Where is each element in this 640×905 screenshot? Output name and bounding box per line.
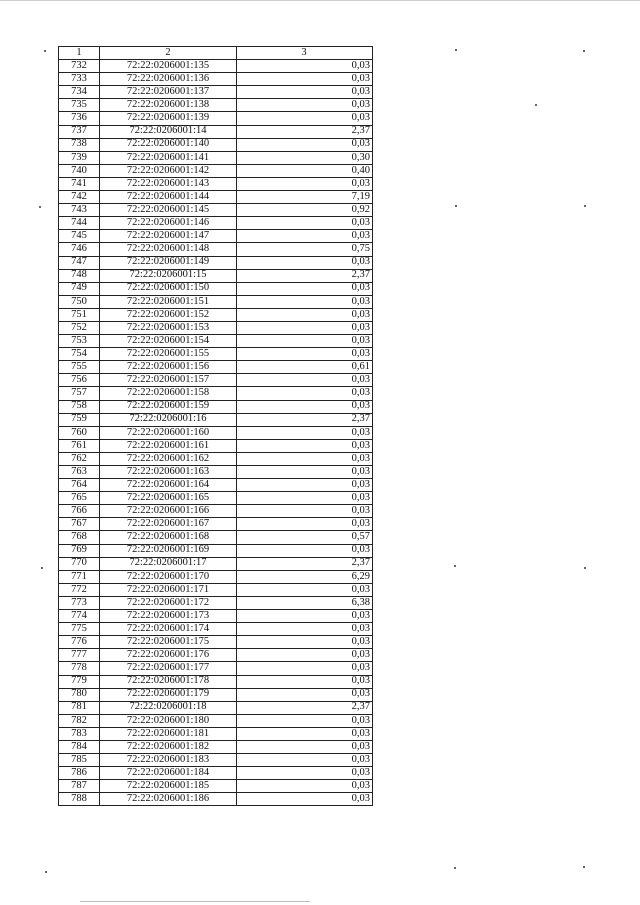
table-row [59, 321, 373, 334]
value-cell: 0,03 [237, 230, 373, 243]
row-number-cell: 749 [59, 282, 100, 295]
value-cell: 0,03 [237, 583, 373, 596]
column-header-value: 3 [237, 47, 373, 60]
table-row [59, 780, 373, 793]
table-row [59, 570, 373, 583]
table-row [59, 754, 373, 767]
cadastral-number-cell: 72:22:0206001:149 [100, 256, 237, 269]
table-row [59, 177, 373, 190]
table-row [59, 557, 373, 570]
table-row [59, 387, 373, 400]
scan-speck [583, 866, 585, 868]
row-number-cell: 786 [59, 767, 100, 780]
row-number-cell: 733 [59, 73, 100, 86]
table-row [59, 164, 373, 177]
table-row [59, 361, 373, 374]
row-number-cell: 769 [59, 544, 100, 557]
value-cell: 0,03 [237, 610, 373, 623]
table-row [59, 727, 373, 740]
cadastral-number-cell: 72:22:0206001:162 [100, 452, 237, 465]
row-number-cell: 740 [59, 164, 100, 177]
cadastral-number-cell: 72:22:0206001:165 [100, 492, 237, 505]
value-cell: 0,03 [237, 727, 373, 740]
value-cell: 0,03 [237, 99, 373, 112]
scan-speck [41, 567, 43, 569]
table-row [59, 151, 373, 164]
column-header-number: 1 [59, 47, 100, 60]
table-row [59, 610, 373, 623]
cadastral-number-cell: 72:22:0206001:180 [100, 714, 237, 727]
row-number-cell: 781 [59, 701, 100, 714]
row-number-cell: 782 [59, 714, 100, 727]
value-cell: 0,03 [237, 308, 373, 321]
cadastral-number-cell: 72:22:0206001:156 [100, 361, 237, 374]
row-number-cell: 756 [59, 374, 100, 387]
value-cell: 0,03 [237, 740, 373, 753]
value-cell: 0,03 [237, 439, 373, 452]
row-number-cell: 774 [59, 610, 100, 623]
row-number-cell: 772 [59, 583, 100, 596]
row-number-cell: 764 [59, 479, 100, 492]
value-cell: 0,03 [237, 217, 373, 230]
table-row [59, 99, 373, 112]
table-row [59, 466, 373, 479]
row-number-cell: 779 [59, 675, 100, 688]
value-cell: 0,03 [237, 662, 373, 675]
table-row [59, 623, 373, 636]
row-number-cell: 766 [59, 505, 100, 518]
table-row [59, 636, 373, 649]
table-row [59, 60, 373, 73]
cadastral-number-cell: 72:22:0206001:152 [100, 308, 237, 321]
cadastral-number-cell: 72:22:0206001:170 [100, 570, 237, 583]
value-cell: 2,37 [237, 413, 373, 426]
cadastral-number-cell: 72:22:0206001:183 [100, 754, 237, 767]
value-cell: 0,92 [237, 204, 373, 217]
value-cell: 6,38 [237, 596, 373, 609]
value-cell: 0,03 [237, 754, 373, 767]
scan-speck [45, 871, 47, 873]
value-cell: 0,03 [237, 492, 373, 505]
row-number-cell: 761 [59, 439, 100, 452]
table-row [59, 295, 373, 308]
value-cell: 0,03 [237, 479, 373, 492]
table-row [59, 505, 373, 518]
row-number-cell: 752 [59, 321, 100, 334]
value-cell: 0,03 [237, 348, 373, 361]
cadastral-number-cell: 72:22:0206001:172 [100, 596, 237, 609]
row-number-cell: 745 [59, 230, 100, 243]
cadastral-number-cell: 72:22:0206001:174 [100, 623, 237, 636]
table-row [59, 243, 373, 256]
cadastral-number-cell: 72:22:0206001:171 [100, 583, 237, 596]
column-header-cadastral: 2 [100, 47, 237, 60]
table-row [59, 217, 373, 230]
row-number-cell: 732 [59, 60, 100, 73]
row-number-cell: 747 [59, 256, 100, 269]
value-cell: 0,03 [237, 387, 373, 400]
value-cell: 0,03 [237, 400, 373, 413]
cadastral-number-cell: 72:22:0206001:146 [100, 217, 237, 230]
row-number-cell: 759 [59, 413, 100, 426]
cadastral-number-cell: 72:22:0206001:163 [100, 466, 237, 479]
row-number-cell: 780 [59, 688, 100, 701]
table-row [59, 492, 373, 505]
cadastral-number-cell: 72:22:0206001:148 [100, 243, 237, 256]
value-cell: 0,03 [237, 335, 373, 348]
value-cell: 0,03 [237, 321, 373, 334]
table-row [59, 269, 373, 282]
value-cell: 0,03 [237, 374, 373, 387]
table-row [59, 688, 373, 701]
cadastral-number-cell: 72:22:0206001:137 [100, 86, 237, 99]
cadastral-number-cell: 72:22:0206001:15 [100, 269, 237, 282]
table-row [59, 518, 373, 531]
table-body [59, 60, 373, 806]
row-number-cell: 777 [59, 649, 100, 662]
table-row [59, 740, 373, 753]
value-cell: 0,03 [237, 256, 373, 269]
row-number-cell: 753 [59, 335, 100, 348]
cadastral-number-cell: 72:22:0206001:143 [100, 177, 237, 190]
value-cell: 0,03 [237, 623, 373, 636]
cadastral-number-cell: 72:22:0206001:153 [100, 321, 237, 334]
row-number-cell: 762 [59, 452, 100, 465]
row-number-cell: 742 [59, 191, 100, 204]
row-number-cell: 773 [59, 596, 100, 609]
value-cell: 0,03 [237, 177, 373, 190]
row-number-cell: 767 [59, 518, 100, 531]
cadastral-number-cell: 72:22:0206001:166 [100, 505, 237, 518]
cadastral-number-cell: 72:22:0206001:181 [100, 727, 237, 740]
row-number-cell: 787 [59, 780, 100, 793]
row-number-cell: 785 [59, 754, 100, 767]
value-cell: 0,03 [237, 518, 373, 531]
cadastral-number-cell: 72:22:0206001:157 [100, 374, 237, 387]
row-number-cell: 765 [59, 492, 100, 505]
row-number-cell: 776 [59, 636, 100, 649]
table-row [59, 662, 373, 675]
value-cell: 0,03 [237, 636, 373, 649]
cadastral-number-cell: 72:22:0206001:178 [100, 675, 237, 688]
parcel-table [58, 46, 373, 806]
row-number-cell: 751 [59, 308, 100, 321]
table-row [59, 649, 373, 662]
value-cell: 0,61 [237, 361, 373, 374]
row-number-cell: 778 [59, 662, 100, 675]
row-number-cell: 775 [59, 623, 100, 636]
table-row [59, 793, 373, 806]
cadastral-number-cell: 72:22:0206001:160 [100, 426, 237, 439]
table-row [59, 374, 373, 387]
table-row [59, 596, 373, 609]
value-cell: 0,03 [237, 767, 373, 780]
value-cell: 0,03 [237, 295, 373, 308]
table-row [59, 348, 373, 361]
value-cell: 0,03 [237, 649, 373, 662]
value-cell: 2,37 [237, 125, 373, 138]
value-cell: 0,03 [237, 73, 373, 86]
cadastral-number-cell: 72:22:0206001:150 [100, 282, 237, 295]
row-number-cell: 736 [59, 112, 100, 125]
value-cell: 2,37 [237, 269, 373, 282]
cadastral-number-cell: 72:22:0206001:167 [100, 518, 237, 531]
value-cell: 0,03 [237, 505, 373, 518]
cadastral-number-cell: 72:22:0206001:135 [100, 60, 237, 73]
cadastral-number-cell: 72:22:0206001:159 [100, 400, 237, 413]
table-row [59, 308, 373, 321]
row-number-cell: 758 [59, 400, 100, 413]
row-number-cell: 735 [59, 99, 100, 112]
scan-speck [454, 565, 456, 567]
table-row [59, 335, 373, 348]
table-row [59, 138, 373, 151]
cadastral-number-cell: 72:22:0206001:16 [100, 413, 237, 426]
table-row [59, 125, 373, 138]
value-cell: 7,19 [237, 191, 373, 204]
table-row [59, 583, 373, 596]
value-cell: 0,30 [237, 151, 373, 164]
value-cell: 0,40 [237, 164, 373, 177]
cadastral-number-cell: 72:22:0206001:182 [100, 740, 237, 753]
table-row [59, 531, 373, 544]
cadastral-number-cell: 72:22:0206001:179 [100, 688, 237, 701]
scan-top-edge [0, 0, 640, 1]
row-number-cell: 784 [59, 740, 100, 753]
scan-speck [39, 206, 41, 208]
table-row [59, 714, 373, 727]
row-number-cell: 760 [59, 426, 100, 439]
table-row [59, 439, 373, 452]
cadastral-number-cell: 72:22:0206001:17 [100, 557, 237, 570]
cadastral-number-cell: 72:22:0206001:144 [100, 191, 237, 204]
row-number-cell: 750 [59, 295, 100, 308]
value-cell: 0,03 [237, 138, 373, 151]
row-number-cell: 734 [59, 86, 100, 99]
row-number-cell: 738 [59, 138, 100, 151]
cadastral-number-cell: 72:22:0206001:145 [100, 204, 237, 217]
row-number-cell: 755 [59, 361, 100, 374]
scan-speck [455, 49, 457, 51]
table-row [59, 73, 373, 86]
value-cell: 0,75 [237, 243, 373, 256]
row-number-cell: 788 [59, 793, 100, 806]
scan-speck [455, 205, 457, 207]
value-cell: 0,03 [237, 688, 373, 701]
row-number-cell: 768 [59, 531, 100, 544]
table-row [59, 204, 373, 217]
scan-speck [454, 867, 456, 869]
cadastral-number-cell: 72:22:0206001:141 [100, 151, 237, 164]
table-row [59, 675, 373, 688]
row-number-cell: 746 [59, 243, 100, 256]
table-row [59, 452, 373, 465]
table-row [59, 413, 373, 426]
cadastral-number-cell: 72:22:0206001:176 [100, 649, 237, 662]
table-row [59, 544, 373, 557]
row-number-cell: 757 [59, 387, 100, 400]
scan-speck [44, 50, 46, 52]
value-cell: 0,03 [237, 112, 373, 125]
scan-speck [584, 567, 586, 569]
value-cell: 0,03 [237, 714, 373, 727]
value-cell: 0,03 [237, 466, 373, 479]
value-cell: 6,29 [237, 570, 373, 583]
cadastral-number-cell: 72:22:0206001:161 [100, 439, 237, 452]
cadastral-number-cell: 72:22:0206001:186 [100, 793, 237, 806]
row-number-cell: 741 [59, 177, 100, 190]
row-number-cell: 783 [59, 727, 100, 740]
row-number-cell: 743 [59, 204, 100, 217]
value-cell: 0,03 [237, 544, 373, 557]
value-cell: 0,03 [237, 60, 373, 73]
row-number-cell: 737 [59, 125, 100, 138]
value-cell: 0,03 [237, 675, 373, 688]
table-row [59, 767, 373, 780]
cadastral-number-cell: 72:22:0206001:175 [100, 636, 237, 649]
cadastral-number-cell: 72:22:0206001:169 [100, 544, 237, 557]
cadastral-number-cell: 72:22:0206001:18 [100, 701, 237, 714]
cadastral-number-cell: 72:22:0206001:168 [100, 531, 237, 544]
value-cell: 0,03 [237, 452, 373, 465]
table-row [59, 230, 373, 243]
cadastral-number-cell: 72:22:0206001:14 [100, 125, 237, 138]
cadastral-number-cell: 72:22:0206001:164 [100, 479, 237, 492]
value-cell: 0,03 [237, 793, 373, 806]
table-row [59, 479, 373, 492]
table-header-row [59, 47, 373, 60]
row-number-cell: 748 [59, 269, 100, 282]
cadastral-number-cell: 72:22:0206001:142 [100, 164, 237, 177]
value-cell: 2,37 [237, 557, 373, 570]
cadastral-number-cell: 72:22:0206001:184 [100, 767, 237, 780]
cadastral-number-cell: 72:22:0206001:158 [100, 387, 237, 400]
table-row [59, 112, 373, 125]
cadastral-number-cell: 72:22:0206001:147 [100, 230, 237, 243]
row-number-cell: 754 [59, 348, 100, 361]
cadastral-number-cell: 72:22:0206001:154 [100, 335, 237, 348]
row-number-cell: 771 [59, 570, 100, 583]
value-cell: 0,03 [237, 426, 373, 439]
row-number-cell: 744 [59, 217, 100, 230]
cadastral-number-cell: 72:22:0206001:185 [100, 780, 237, 793]
cadastral-number-cell: 72:22:0206001:151 [100, 295, 237, 308]
scan-speck [584, 205, 586, 207]
table-row [59, 256, 373, 269]
scan-bottom-edge [80, 901, 310, 902]
cadastral-number-cell: 72:22:0206001:155 [100, 348, 237, 361]
table-row [59, 426, 373, 439]
table-row [59, 191, 373, 204]
cadastral-number-cell: 72:22:0206001:136 [100, 73, 237, 86]
row-number-cell: 770 [59, 557, 100, 570]
row-number-cell: 739 [59, 151, 100, 164]
cadastral-number-cell: 72:22:0206001:173 [100, 610, 237, 623]
value-cell: 0,03 [237, 780, 373, 793]
row-number-cell: 763 [59, 466, 100, 479]
cadastral-number-cell: 72:22:0206001:139 [100, 112, 237, 125]
table-row [59, 701, 373, 714]
cadastral-number-cell: 72:22:0206001:138 [100, 99, 237, 112]
value-cell: 0,03 [237, 282, 373, 295]
table-row [59, 400, 373, 413]
cadastral-number-cell: 72:22:0206001:177 [100, 662, 237, 675]
scan-speck [583, 50, 585, 52]
table-row [59, 86, 373, 99]
table-row [59, 282, 373, 295]
value-cell: 2,37 [237, 701, 373, 714]
scan-speck [535, 104, 537, 106]
value-cell: 0,03 [237, 86, 373, 99]
value-cell: 0,57 [237, 531, 373, 544]
cadastral-number-cell: 72:22:0206001:140 [100, 138, 237, 151]
